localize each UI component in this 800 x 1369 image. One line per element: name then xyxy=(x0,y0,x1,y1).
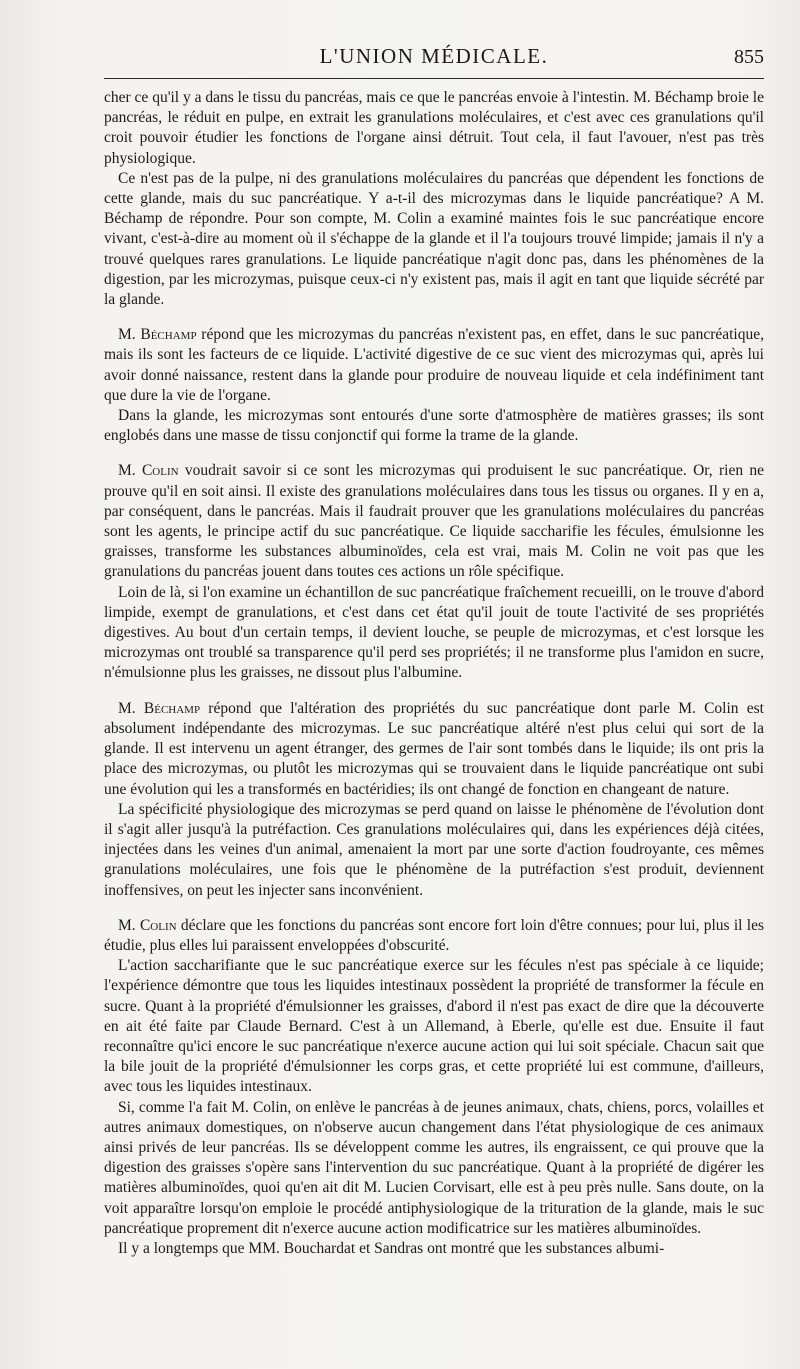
paragraph-10: L'action saccharifiante que le suc pancréatique exerce sur les fécules n'est pas spéciale à ce liquide; l'expérience démontre que tous les liquides intestinaux possèdent la propriété de transformer la fécule en sucre. Quant à la propriété d'émulsionner les graisses, d'abord il n'est pas exact de dire que la découverte en ait été faite par Claude Bernard. C'est à un Allemand, à Eberle, qu'elle est due. Ensuite il faut reconnaître qu'ici encore le suc pancréatique n'exerce aucune action qui lui soit spéciale. Chacun sait que la bile jouit de la propriété d'émulsionner les corps gras, et cette propriété lui est commune, d'ailleurs, avec tous les liquides intestinaux. xyxy=(104,957,764,1096)
running-header xyxy=(104,44,764,74)
paragraph-3: M. Béchamp répond que les microzymas du pancréas n'existent pas, en effet, dans le suc pancréatique, mais ils sont les facteurs de ce liquide. L'activité digestive de ce suc vient des microzymas qui, après lui avoir donné naissance, restent dans la glande pour produire de nouveau liquide et cela indéfiniment tant que dure la vie de l'organe. xyxy=(104,326,764,404)
speaker-name: M. Béchamp xyxy=(118,699,201,717)
paragraph-4: Dans la glande, les microzymas sont entourés d'une sorte d'atmosphère de matières grasses; ils sont englobés dans une masse de tissu conjonctif qui forme la trame de la glande. xyxy=(104,407,764,445)
article-body xyxy=(104,88,764,1259)
paragraph-8: La spécificité physiologique des microzymas se perd quand on laisse le phénomène de l'évolution dont il s'agit aller jusqu'à la putréfaction. Ces granulations moléculaires qui, dans les expériences déjà citées, injectées dans les veines d'un animal, amenaient la mort par une sorte d'action foudroyante, ces mêmes granulations moléculaires, une fois que le phénomène de la putréfaction s'est produit, deviennent inoffensives, on peut les injecter sans inconvénient. xyxy=(104,800,764,899)
paragraph-11: Si, comme l'a fait M. Colin, on enlève le pancréas à de jeunes animaux, chats, chiens, porcs, volailles et autres animaux domestiques, on n'observe aucun changement dans l'état physiologique de ces animaux ainsi privés de leur pancréas. Ils se développent comme les autres, ils engraissent, ce qui prouve que la digestion des graisses s'opère sans l'intervention du suc pancréatique. Quant à la propriété de digérer les matières albuminoïdes, quoi qu'en ait dit M. Lucien Corvisart, elle est à peu près nulle. Sans doute, on la voit apparaître lorsqu'on emploie le procédé antiphysiologique de la trituration de la glande, mais le suc pancréatique proprement dit n'exerce aucune action modificatrice sur les matières albuminoïdes. xyxy=(104,1098,764,1237)
header-rule xyxy=(104,78,764,79)
speaker-name: M. Colin xyxy=(118,916,177,934)
paragraph-2: Ce n'est pas de la pulpe, ni des granulations moléculaires du pancréas que dépendent les fonctions de cette glande, mais du suc pancréatique. Y a-t-il des microzymas dans le liquide pancréatique? A M. Béchamp de répondre. Pour son compte, M. Colin a examiné maintes fois le suc pancréatique encore vivant, c'est-à-dire au moment où il s'échappe de la glande et il l'a toujours trouvé limpide; jamais il n'y a trouvé quelques rares granulations. Le liquide pancréatique n'agit donc pas, dans les phénomènes de la digestion, par les microzymas, puisque ceux-ci n'y existent pas, mais il agit en tant que liquide sécrété par la glande. xyxy=(104,169,764,309)
paragraph-9: M. Colin déclare que les fonctions du pancréas sont encore fort loin d'être connues; pour lui, plus il les étudie, plus elles lui paraissent enveloppées d'obscurité. xyxy=(104,916,764,954)
paragraph-12: Il y a longtemps que MM. Bouchardat et Sandras ont montré que les substances albumi- xyxy=(118,1239,665,1257)
speaker-name: M. Colin xyxy=(118,462,179,480)
paragraph-5: M. Colin voudrait savoir si ce sont les microzymas qui produisent le suc pancréatique. Or, rien ne prouve qu'il en soit ainsi. Il existe des granulations moléculaires dans tous les tissus ou organes. Il y en a, par conséquent, dans le pancréas. Mais il faudrait prouver que les granulations moléculaires du pancréas sont les agents, le principe actif du suc pancréatique. Ce liquide saccharifie les fécules, émulsionne les graisses, transforme les substances albuminoïdes, cela est vrai, mais M. Colin ne voit pas que les granulations du pancréas jouent dans toutes ces actions un rôle spécifique. xyxy=(104,462,765,581)
speaker-name: M. Béchamp xyxy=(118,326,197,344)
journal-title: L'UNION MÉDICALE. xyxy=(319,44,549,68)
paragraph-7: M. Béchamp répond que l'altération des propriétés du suc pancréatique dont parle M. Colin est absolument indépendante des microzymas. Le suc pancréatique altéré n'est plus celui qui sort de la glande. Il est intervenu un agent étranger, des germes de l'air sont tombés dans le liquide; ils ont pris la place des microzymas, ou plutôt les microzymas qui se trouvaient dans le liquide pancréatique ont subi une évolution qui les a transformés en bactéridies; ils ont changé de fonction en changeant de nature. xyxy=(104,699,764,798)
paragraph-6: Loin de là, si l'on examine un échantillon de suc pancréatique fraîchement recueilli, on le trouve d'abord limpide, exempt de granulations, et c'est dans cet état qu'il jouit de toute l'activité de ses propriétés digestives. Au bout d'un certain temps, il devient louche, se peuple de microzymas, et c'est lorsque les microzymas ont troublé sa transparence qu'il perd ses propriétés; il ne transforme plus l'amidon en sucre, n'émulsionne plus les graisses, ne dissout plus l'albumine. xyxy=(104,583,765,682)
page-number: 855 xyxy=(734,46,764,68)
paragraph-1: cher ce qu'il y a dans le tissu du pancréas, mais ce que le pancréas envoie à l'intestin. M. Béchamp broie le pancréas, le réduit en pulpe, en extrait les granulations moléculaires, et c'est avec ces granulations qu'il croit pouvoir étudier les fonctions de l'organe ainsi détruit. Tout cela, il faut l'avouer, n'est pas très physiologique. xyxy=(104,89,764,167)
